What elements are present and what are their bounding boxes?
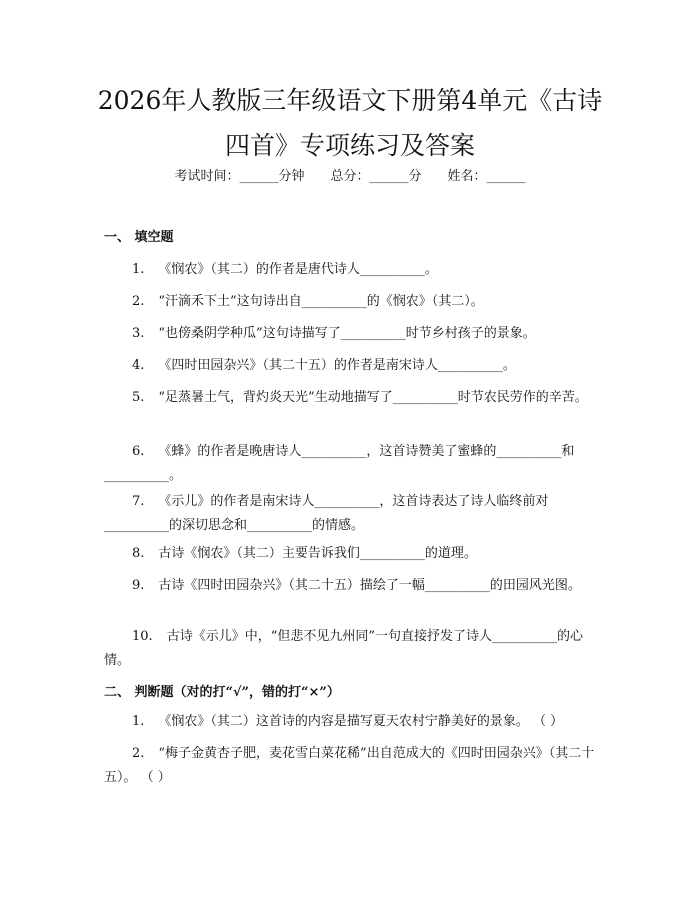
section-heading-fill-in: 一、 填空题 (104, 230, 174, 245)
question-item (104, 354, 600, 378)
question-item (104, 440, 600, 488)
question-number: 4. (132, 358, 145, 373)
question-item (104, 386, 600, 410)
question-item (104, 542, 600, 566)
question-text: 《示儿》的作者是南宋诗人__________，这首诗表达了诗人临终前对__________的深切思念和__________的情感。 (104, 494, 549, 533)
question-number: 1. (132, 262, 145, 277)
question-text: “足蒸暑土气，背灼炎天光”生动地描写了__________时节农民劳作的辛苦。 (158, 390, 588, 405)
exam-time: 考试时间：______分钟 (174, 169, 305, 184)
question-number: 9. (132, 578, 145, 593)
question-item (104, 710, 600, 734)
question-number: 10. (132, 629, 153, 644)
question-item (104, 625, 600, 673)
question-item (104, 322, 600, 346)
question-item (104, 490, 600, 538)
question-item (104, 258, 600, 282)
question-number: 3. (132, 326, 145, 341)
question-number: 2. (132, 294, 145, 309)
question-item (104, 574, 600, 598)
question-text: 古诗《示儿》中，“但悲不见九州同”一句直接抒发了诗人__________的心情。 (104, 629, 583, 668)
question-text: “也傍桑阴学种瓜”这句诗描写了__________时节乡村孩子的景象。 (158, 326, 536, 341)
question-text: “汗滴禾下土”这句诗出自__________的《悯农》（其二）。 (158, 294, 484, 309)
question-text: 古诗《四时田园杂兴》（其二十五）描绘了一幅__________的田园风光图。 (158, 578, 581, 593)
total-score: 总分：______分 (330, 169, 422, 184)
question-number: 2. (132, 746, 145, 761)
question-item (104, 742, 600, 790)
question-text: 《悯农》（其二）这首诗的内容是描写夏天农村宁静美好的景象。 （ ） (158, 714, 564, 729)
question-number: 1. (132, 714, 145, 729)
question-number: 7. (132, 494, 145, 509)
student-name: 姓名：______ (447, 169, 526, 184)
question-item (104, 290, 600, 314)
question-text: “梅子金黄杏子肥，麦花雪白菜花稀”出自范成大的《四时田园杂兴》（其二十五）。 （ ） (104, 746, 595, 785)
section-heading-true-false: 二、 判断题（对的打“√”，错的打“×”） (104, 685, 340, 700)
question-text: 《四时田园杂兴》（其二十五）的作者是南宋诗人__________。 (158, 358, 516, 373)
question-number: 5. (132, 390, 145, 405)
exam-info (0, 168, 700, 186)
question-number: 6. (132, 444, 145, 459)
question-text: 《蜂》的作者是晚唐诗人__________，这首诗赞美了蜜蜂的__________和__________。 (104, 444, 575, 483)
question-number: 8. (132, 546, 145, 561)
question-text: 古诗《悯农》（其二）主要告诉我们__________的道理。 (158, 546, 477, 561)
document-title: 2026年人教版三年级语文下册第4单元《古诗四首》专项练习及答案 (97, 86, 603, 160)
question-text: 《悯农》（其二）的作者是唐代诗人__________。 (158, 262, 438, 277)
